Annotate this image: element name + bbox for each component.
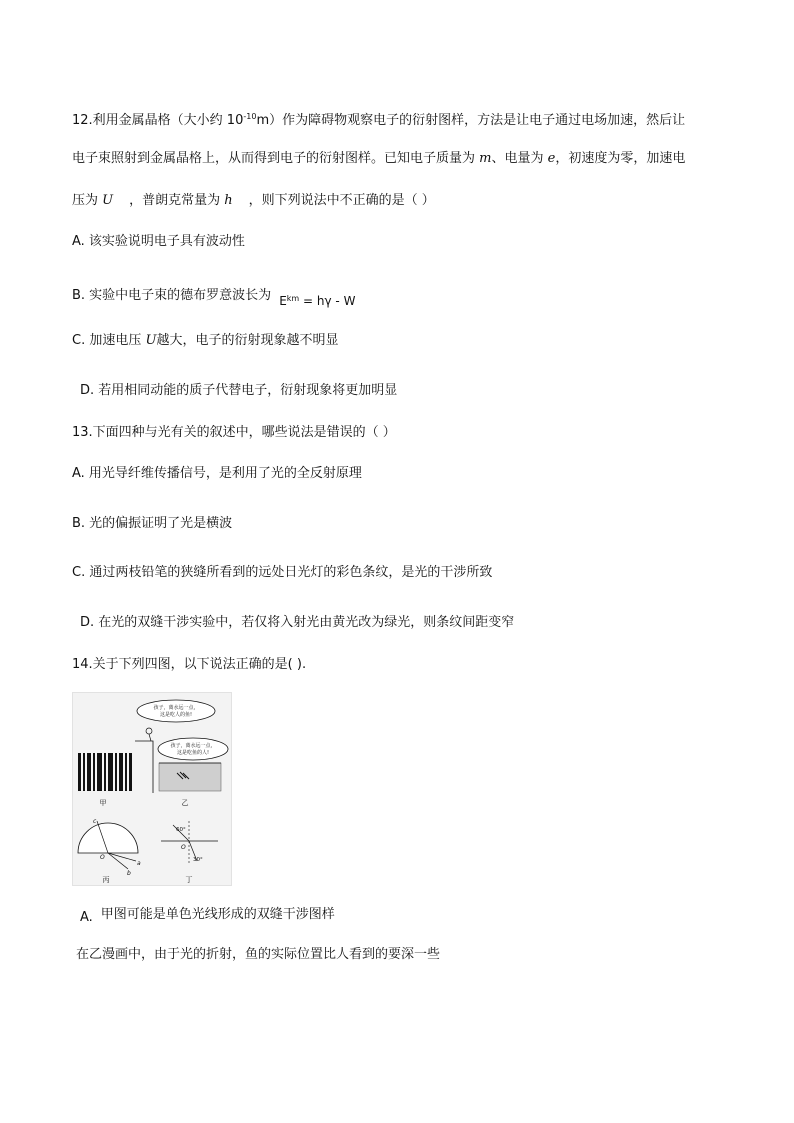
label-b: b [127, 870, 131, 877]
cartoon-yi [135, 700, 228, 793]
q14-option-a: A. 甲图可能是单色光线形成的双缝干涉图样 [80, 907, 335, 925]
fringe-pattern [78, 753, 132, 791]
label-60deg: 60° [176, 827, 186, 833]
label-30deg: 30° [193, 857, 203, 863]
q14-figure [72, 692, 232, 886]
semicircle-diagram [78, 821, 138, 869]
q13-stem: 13.下面四种与光有关的叙述中，哪些说法是错误的（ ） [72, 425, 396, 440]
q13-option-a: A. 用光导纤维传播信号，是利用了光的全反射原理 [72, 466, 362, 481]
bubble1-line2: 这是吃人的鱼! [159, 712, 193, 718]
q14-stem: 14.关于下列四图，以下说法正确的是( ). [72, 657, 307, 672]
bubble1-line1: 孩子，离水远一点， [153, 705, 199, 711]
bubble2-line2: 这是吃鱼的人! [176, 750, 210, 756]
q12-option-b-formula: $E_{km} = h\gamma - W$ [279, 294, 356, 308]
label-c: c [93, 818, 97, 825]
q12-stem-line3: 压为 U ，普朗克常量为 h ，则下列说法中不正确的是（ ） [72, 193, 435, 208]
q14-option-b: 在乙漫画中，由于光的折射，鱼的实际位置比人看到的要深一些 [76, 947, 441, 962]
q12-option-c: C. 加速电压 U越大，电子的衍射现象越不明显 [72, 333, 339, 348]
label-jia: 甲 [99, 799, 107, 807]
q14-figure-svg [73, 693, 231, 885]
q13-option-b: B. 光的偏振证明了光是横波 [72, 516, 233, 531]
refraction-diagram [161, 821, 218, 865]
q13-option-d: D. 在光的双缝干涉实验中，若仅将入射光由黄光改为绿光，则条纹间距变窄 [80, 615, 515, 630]
q12-option-d: D. 若用相同动能的质子代替电子，衍射现象将更加明显 [80, 383, 398, 398]
label-bing: 丙 [102, 876, 110, 884]
label-yi: 乙 [181, 799, 189, 807]
label-a: a [137, 860, 141, 867]
q13-option-c: C. 通过两枝铅笔的狭缝所看到的远处日光灯的彩色条纹，是光的干涉所致 [72, 565, 493, 580]
q12-option-b: B. 实验中电子束的德布罗意波长为 $E_{km} = h\gamma - W$ [72, 288, 356, 308]
label-o2: O [181, 844, 186, 851]
bubble2-line1: 孩子，离水远一点， [170, 743, 216, 749]
q12-stem-line1: 12.利用金属晶格（大小约 $10^{-10}m$）作为障碍物观察电子的衍射图样，方法是让电子通过电场加速，然后让 [72, 112, 686, 128]
label-o1: O [100, 854, 105, 861]
q12-stem-line2: 电子束照射到金属晶格上，从而得到电子的衍射图样。已知电子质量为 m、电量为 e，初速度为零，加速电 [72, 151, 686, 166]
label-ding: 丁 [185, 876, 193, 884]
q12-option-a: A. 该实验说明电子具有波动性 [72, 234, 245, 249]
